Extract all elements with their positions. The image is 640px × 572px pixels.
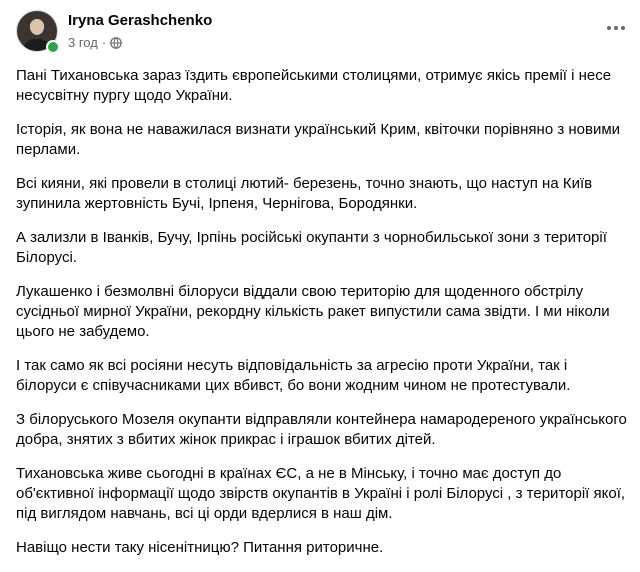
more-dot [607,26,611,30]
more-options-icon[interactable] [604,18,628,38]
post-paragraph: І так само як всі росіяни несуть відповідальність за агресію проти України, так і білоруси є співучасниками цих вбивст, бо вони жодним чином не протестували. [16,357,571,394]
post-paragraph: Тихановська живе сьогодні в країнах ЄС, а не в Мінську, і точно має доступ до об'єктивної інформації щодо звірств окупантів в Україні і ролі Білорусі , з території якої, під виглядом навчань, всі ці орди вдерлися в наш дім. [16,465,626,522]
post-paragraph: Історія, як вона не наважилася визнати український Крим, квіточки порівняно з новими перлами. [16,121,621,158]
post-header [16,10,628,60]
meta-separator: · [101,35,107,50]
globe-icon [110,37,122,49]
author-name[interactable]: Iryna Gerashchenko [68,12,213,29]
post-time[interactable]: 3 год [68,35,98,50]
post-meta [68,35,122,50]
post-paragraph: Пані Тихановська зараз їздить європейськими столицями, отримує якісь премії і несе несусвітну пургу щодо України. [16,67,612,104]
more-dot [621,26,625,30]
post-paragraph: З білоруського Мозеля окупанти відправляли контейнера намародереного українського добра, знятих з вбитих жінок прикрас і іграшок вбитих дітей. [16,411,627,448]
post-paragraph: Навіщо нести таку нісенітницю? Питання риторичне. [16,539,384,556]
online-status-indicator [46,40,60,54]
avatar-face [30,19,44,35]
post-paragraph: А зализли в Іванків, Бучу, Ірпінь російські окупанти з чорнобильської зони з території Білорусі. [16,229,607,266]
post-text [16,66,628,572]
more-dot [614,26,618,30]
post-paragraph: Всі кияни, які провели в столиці лютий- березень, точно знають, що наступ на Київ зупинила жертовність Бучі, Ірпеня, Чернігова, Бородянки. [16,175,593,212]
post-paragraph: Лукашенко і безмолвні білоруси віддали свою територію для щоденного обстрілу сусідньої мирної України, рекордну кількість ракет випустили сама звідти. І ми ніколи цього не забудемо. [16,283,610,340]
